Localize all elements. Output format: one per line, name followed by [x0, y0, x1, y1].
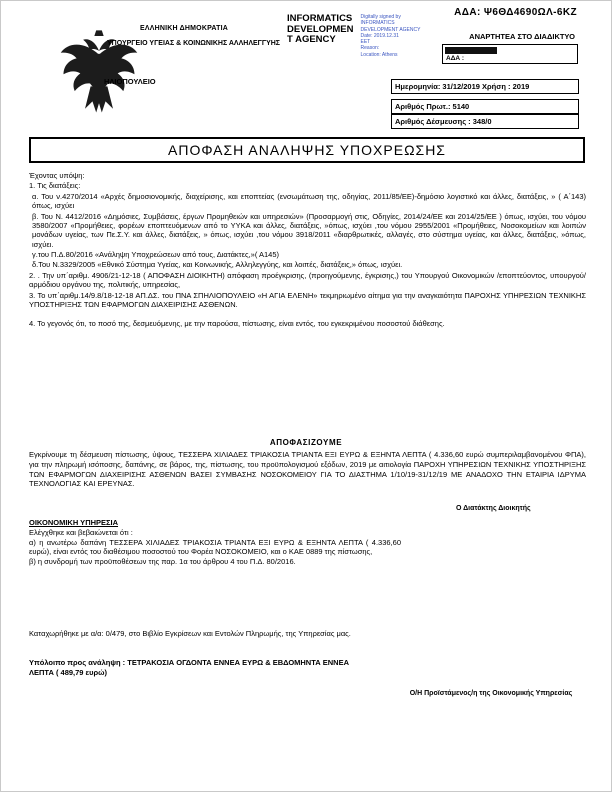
preamble-section: [29, 171, 586, 330]
financial-service-heading: ΟΙΚΟΝΟΜΙΚΗ ΥΠΗΡΕΣΙΑ: [29, 518, 119, 527]
ada-number: ΑΔΑ: Ψ6ΘΔ4690ΩΛ-6ΚΖ: [454, 7, 577, 18]
list-item: β. Του Ν. 4412/2016 «Δημόσιες, Συμβάσεις, έργων Προμηθειών και υπηρεσιών» (Προσαρμογή στις, Οδηγίες, 2014/24/ΕΕ και 2014/25/ΕΕ ) όπως, ισχύει, του νόμου 3580/2007 «Προμήθειες, φορέων εποπτευόμενων από το ΥΥΚΑ και άλλες, διατάξεις, »όπως, ισχύει ,του νόμου 2955/2001 «Προμήθειες, Νοσοκομείων και λοιπών μονάδων υγείας, των Πε.Σ.Υ. και άλλες, διατάξεις, » όπως, ισχύει ,του νόμου 3918/2011 «διαρθρωτικές, αλλαγές, στο σύστημα υγείας, και άλλες, διατάξεις, »όπως, ισχύει.: [32, 211, 586, 249]
header-hospital-name: ΗΛΙΟΠΟΥΛΕΙΟ: [104, 77, 156, 86]
ada-box: [442, 44, 578, 64]
financial-service-section: [29, 518, 401, 567]
protocol-number-box: Αριθμός Πρωτ.: 5140: [391, 99, 579, 114]
list-item: 4. Το γεγονός ότι, το ποσό της, δεσμευόμενης, με την παρούσα, πίστωσης, είναι εντός, του εγκεκριμένου ποσοστού διάθεσης.: [29, 319, 445, 329]
ada-box-mark: [445, 47, 497, 54]
list-item: 1. Τις διατάξεις:: [29, 181, 81, 191]
list-item: γ.του Π.Δ.80/2016 «Ανάληψη Υποχρεώσεων από τους, Διατάκτες,»( Α145): [32, 250, 280, 259]
signer-finance-head: Ο/Η Προϊστάμενος/η της Οικονομικής Υπηρεσίας: [409, 690, 573, 697]
stamp-detail-line: Reason:: [360, 45, 380, 52]
stamp-detail-line: Date: 2019.12.31: [360, 32, 399, 39]
anartitea-label: ΑΝΑΡΤΗΤΕΑ ΣΤΟ ΔΙΑΔΙΚΤΥΟ: [469, 32, 575, 41]
decision-heading: ΑΠΟΦΑΣΙΖΟΥΜΕ: [269, 438, 343, 447]
stamp-agency-line: DEVELOPMEN: [287, 23, 354, 35]
stamp-detail-line: DEVELOPMENT AGENCY: [360, 26, 421, 33]
finance-point-a: α) η ανωτέρω δαπάνη ΤΕΣΣΕΡΑ ΧΙΛΙΑΔΕΣ ΤΡΙΑΚΟΣΙΑ ΤΡΙΑΝΤΑ ΕΞΙ ΕΥΡΩ & ΕΞΗΝΤΑ ΛΕΠΤΑ ( 4.336,60 ευρώ), είναι εντός του διαθέσιμου ποσοστού του Φορέα ΝΟΣΟΚΟΜΕΙΟ, και ο ΚΑΕ 0889 της πίστωσης,: [29, 537, 401, 557]
stamp-detail-line: EET: [360, 39, 371, 45]
stamp-agency-line: T AGENCY: [287, 34, 336, 46]
stamp-detail-line: Digitally signed by: [360, 14, 401, 20]
stamp-detail-line: INFORMATICS: [360, 20, 395, 27]
list-item: 2. . Την υπ΄αριθμ. 4906/21-12-18 ( ΑΠΟΦΑΣΗ ΔΙΟΙΚΗΤΗ) απόφαση προέγκρισης, (προηγούμενης, έγκρισης,) του Υπουργού Οικονομικών /εποπτεύοντος, υπουργού/αρμόδιου οργάνου της, πολιτικής, υπηρεσίας,: [29, 270, 586, 290]
greek-coat-of-arms-icon: [57, 25, 141, 117]
list-item: 3. Το υπ΄αριθμ.14/9.8/18-12-18 ΑΠ.ΔΣ. του ΠΝΑ ΣΠΗΛΙΟΠΟΥΛΕΙΟ «Η ΑΓΙΑ ΕΛΕΝΗ» τεκμηριωμένο αίτημα για την αναγκαιότητα ΠΑΡΟΧΗΣ ΥΠΗΡΕΣΙΩΝ ΤΕΧΝΙΚΗΣ ΥΠΟΣΤΗΡΙΞΗΣ ΤΩΝ ΕΦΑΡΜΟΓΩΝ ΔΙΑΧΕΙΡΙΣΗΣ ΑΣΘΕΝΩΝ.: [29, 290, 586, 309]
remaining-balance: Υπόλοιπο προς ανάληψη : ΤΕΤΡΑΚΟΣΙΑ ΟΓΔΟΝΤΑ ΕΝΝΕΑ ΕΥΡΩ & ΕΒΔΟΜΗΝΤΑ ΕΝΝΕΑ ΛΕΠΤΑ ( 489,79 ευρώ): [29, 658, 350, 678]
preamble-label: Έχοντας υπόψη:: [29, 171, 85, 180]
ada-box-label: ΑΔΑ :: [446, 55, 465, 62]
digital-signature-stamp: [287, 14, 439, 58]
decision-body: Εγκρίνουμε τη δέσμευση πίστωσης, ύψους, ΤΕΣΣΕΡΑ ΧΙΛΙΑΔΕΣ ΤΡΙΑΚΟΣΙΑ ΤΡΙΑΝΤΑ ΕΞΙ ΕΥΡΩ & ΕΞΗΝΤΑ ΛΕΠΤΑ ( 4.336,60 ευρώ συμπεριλαμβανομένου ΦΠΑ), για την πληρωμή ισόποσης, δαπάνης, σε βάρος, της, πίστωσης, του προϋπολογισμού εξόδων, 2019 με αιτιολογία ΠΑΡΟΧΗ ΥΠΗΡΕΣΙΩΝ ΤΕΧΝΙΚΗΣ ΥΠΟΣΤΗΡΙΞΗΣ ΤΩΝ ΕΦΑΡΜΟΓΩΝ ΔΙΑΧΕΙΡΙΣΗΣ ΑΣΘΕΝΩΝ ΒΑΣΕΙ ΣΥΜΒΑΣΗΣ ΝΟΣΟΚΟΜΕΙΟΥ ΓΙΑ ΤΟ ΔΙΑΣΤΗΜΑ 1/10/19-31/12/19 ΜΕ ΑΝΑΔΟΧΟ ΤΗΝ ΕΤΑΙΡΙΑ ΙΔΡΥΜΑ ΤΕΧΝΟΛΟΓΙΑΣ ΚΑΙ ΕΡΕΥΝΑΣ.: [29, 450, 586, 489]
header-republic: ΕΛΛΗΝΙΚΗ ΔΗΜΟΚΡΑΤΙΑ: [140, 25, 228, 32]
stamp-agency-line: INFORMATICS: [287, 13, 353, 24]
document-title: ΑΠΟΦΑΣΗ ΑΝΑΛΗΨΗΣ ΥΠΟΧΡΕΩΣΗΣ: [29, 137, 585, 163]
finance-point-b: β) η συνδρομή των προϋποθέσεων της παρ. 1α του άρθρου 4 του Π.Δ. 80/2016.: [29, 557, 296, 566]
header-ministry: ΥΠΟΥΡΓΕΙΟ ΥΓΕΙΑΣ & ΚΟΙΝΩΝΙΚΗΣ ΑΛΛΗΛΕΓΓΥΗΣ: [107, 40, 281, 47]
list-item: δ.Του Ν.3329/2005 «Εθνικό Σύστημα Υγείας, και Κοινωνικής, Αλληλεγγύης, και λοιπές, διατάξεις,» όπως, ισχύει.: [32, 260, 403, 270]
commitment-number-box: Αριθμός Δέσμευσης : 348/0: [391, 114, 579, 129]
verified-line: Ελέγχθηκε και βεβαιώνεται ότι :: [29, 527, 133, 537]
date-box: Ημερομηνία: 31/12/2019 Χρήση : 2019: [391, 79, 579, 94]
signer-commissioner: Ο Διατάκτης Διοικητής: [456, 505, 531, 512]
stamp-detail-line: Location: Athens: [360, 51, 398, 58]
list-item: α. Του ν.4270/2014 «Αρχές δημοσιονομικής, διαχείρισης, και εποπτείας (ενσωμάτωση της, οδηγίας, 2011/85/ΕΕ)-δημόσιο λογιστικό και άλλες, διατάξεις, » ( Α΄143) όπως, ισχύει: [32, 191, 586, 211]
signature-details: [361, 14, 439, 58]
registration-note: Καταχωρήθηκε με α/α: 0/479, στο Βιβλίο Εγκρίσεων και Εντολών Πληρωμής, της Υπηρεσίας μας.: [29, 629, 351, 638]
signature-agency-name: [287, 14, 354, 58]
